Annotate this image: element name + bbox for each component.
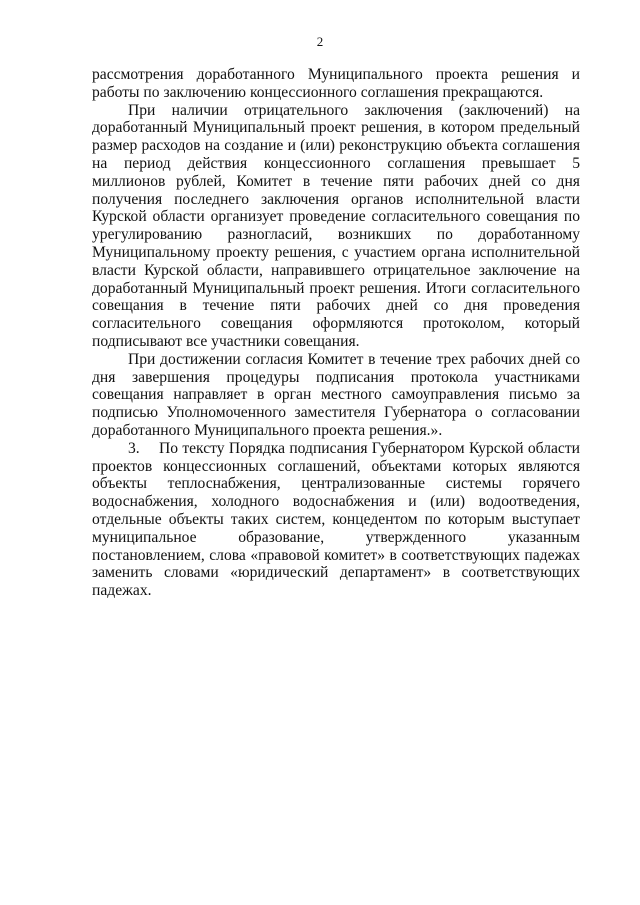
item-text: По тексту Порядка подписания Губернатором Курской области проектов концессионных соглашений, объектами которых являются объекты теплоснабжения, централизованные системы горячего водоснабжения, холодного водоснабжения и (или) водоотведения, отдельные объекты таких систем, концедентом по которым выступает муниципальное образование, утвержденного указанным постановлением, слова «правовой комитет» в соответствующих падежах заменить словами «юридический департамент» в соответствующих падежах. xyxy=(92,439,580,600)
paragraph-negative-conclusion: При наличии отрицательного заключения (заключений) на доработанный Муниципальный проект решения, в котором предельный размер расходов на создание и (или) реконструкцию объекта соглашения на период действия концессионного соглашения превышает 5 миллионов рублей, Комитет в течение пяти рабочих дней со дня получения последнего заключения органов исполнительной власти Курской области организует проведение согласительного совещания по урегулированию разногласий, возникших по доработанному Муниципальному проекту решения, с участием органа исполнительной власти Курской области, направившего отрицательное заключение на доработанный Муниципальный проект решения. Итоги согласительного совещания в течение пяти рабочих дней со дня проведения согласительного совещания оформляются протоколом, который подписывают все участники совещания. xyxy=(92,101,580,350)
document-body xyxy=(92,66,580,600)
paragraph-agreement-reached: При достижении согласия Комитет в течение трех рабочих дней со дня завершения процедуры подписания протокола участниками совещания направляет в орган местного самоуправления письмо за подписью Уполномоченного заместителя Губернатора о согласовании доработанного Муниципального проекта решения.». xyxy=(92,350,580,439)
page-number: 2 xyxy=(316,34,324,49)
paragraph-continuation: рассмотрения доработанного Муниципального проекта решения и работы по заключению концессионного соглашения прекращаются. xyxy=(92,66,580,101)
paragraph-item-3 xyxy=(92,440,580,600)
item-number: 3. xyxy=(128,439,140,457)
